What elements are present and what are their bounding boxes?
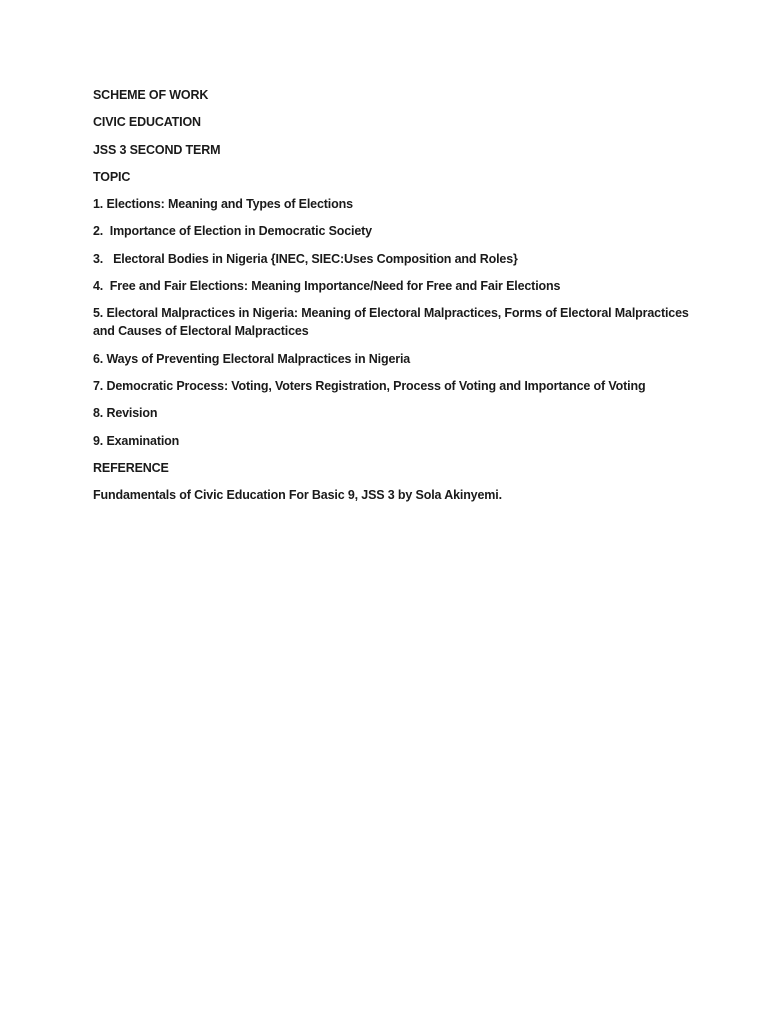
- term-heading: JSS 3 SECOND TERM: [93, 142, 221, 157]
- topic-item-8: 8. Revision: [93, 406, 158, 421]
- topic-item-7: 7. Democratic Process: Voting, Voters Registration, Process of Voting and Importance of Voting: [93, 378, 646, 393]
- reference-text: Fundamentals of Civic Education For Basic 9, JSS 3 by Sola Akinyemi.: [93, 488, 502, 503]
- topic-item-1: 1. Elections: Meaning and Types of Elections: [93, 197, 353, 212]
- document-body: [93, 86, 693, 513]
- subject-heading: CIVIC EDUCATION: [93, 115, 201, 130]
- topic-item-6: 6. Ways of Preventing Electoral Malpractices in Nigeria: [93, 351, 411, 366]
- reference-heading: REFERENCE: [93, 460, 169, 475]
- topic-item-3: 3. Electoral Bodies in Nigeria {INEC, SIEC:Uses Composition and Roles}: [93, 251, 518, 266]
- topic-item-2: 2. Importance of Election in Democratic Society: [93, 224, 372, 239]
- topic-item-5: 5. Electoral Malpractices in Nigeria: Meaning of Electoral Malpractices, Forms of Electoral Malpractices and Causes of Electoral Malpractices: [93, 306, 693, 339]
- topic-item-4: 4. Free and Fair Elections: Meaning Importance/Need for Free and Fair Elections: [93, 279, 561, 294]
- document-title: SCHEME OF WORK: [93, 88, 209, 102]
- topic-heading: TOPIC: [93, 169, 131, 184]
- topic-item-9: 9. Examination: [93, 433, 180, 448]
